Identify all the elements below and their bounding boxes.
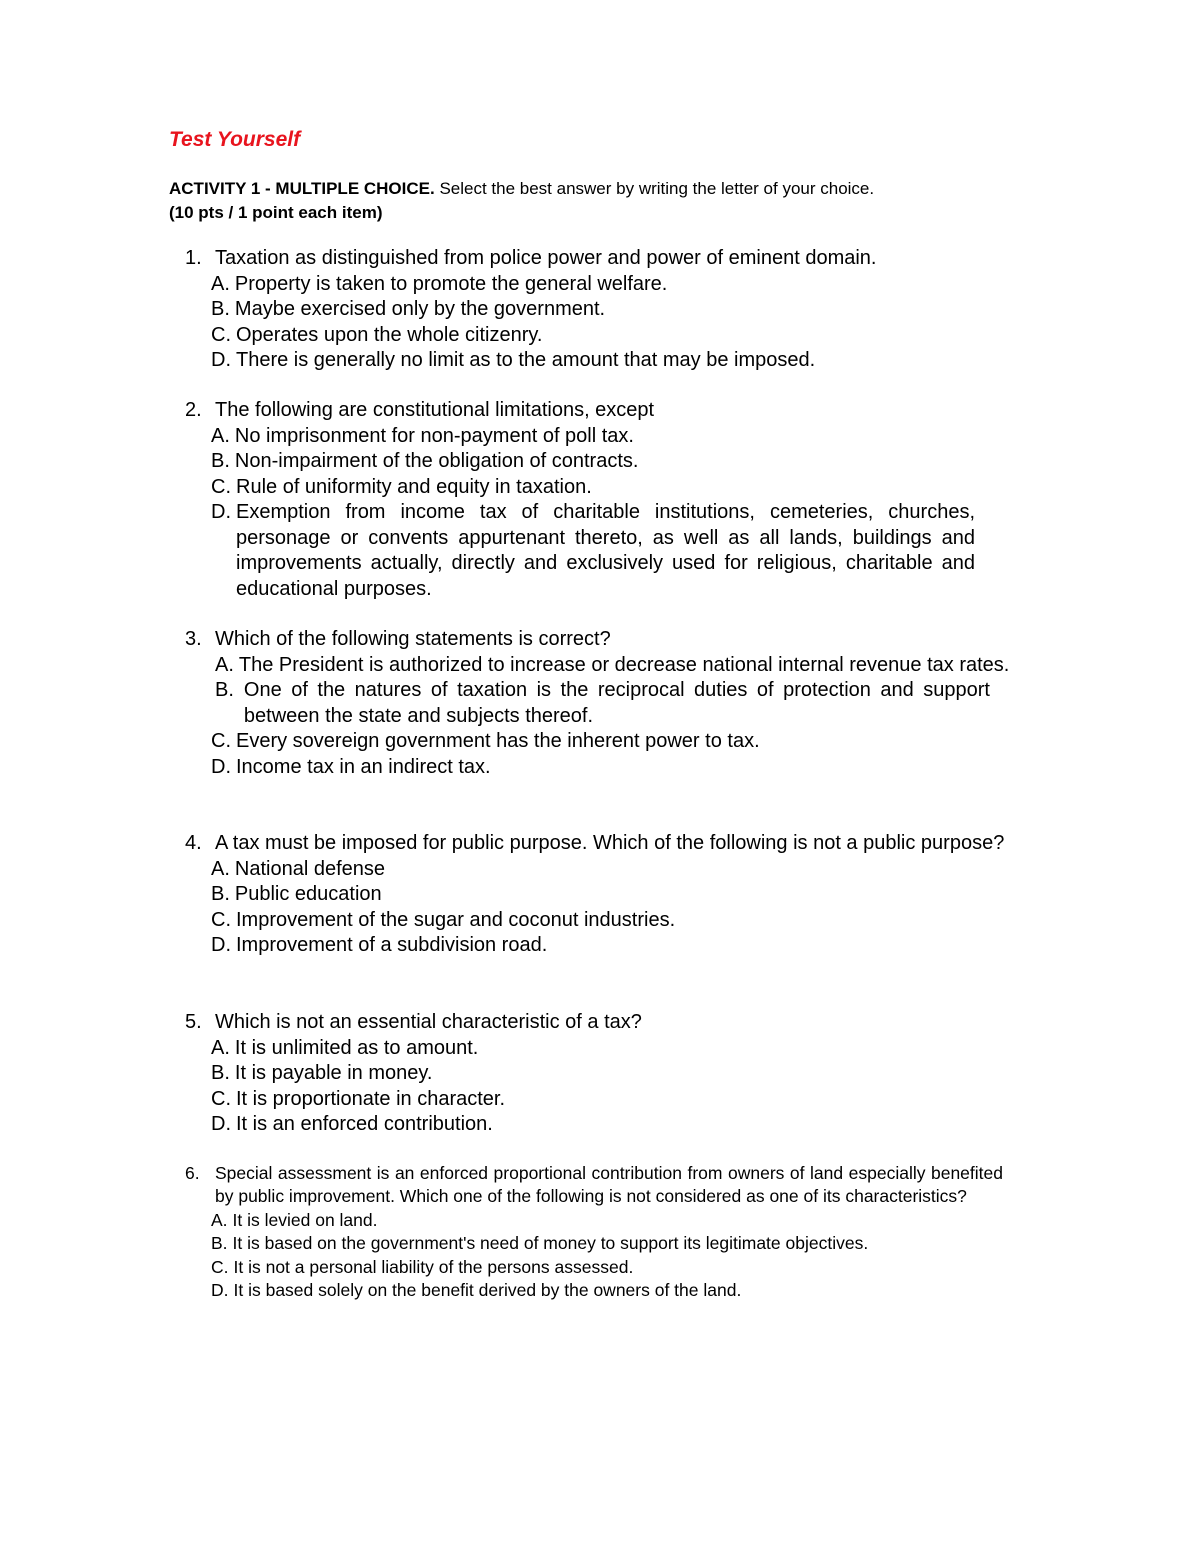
choice-d: [211, 500, 975, 602]
choice-c: [211, 323, 1035, 349]
question-5: [185, 1010, 1035, 1138]
question-number: 6.: [185, 1163, 200, 1183]
choice-letter: D.: [211, 1113, 231, 1135]
choice-a: [211, 1036, 1035, 1062]
choice-text: Operates upon the whole citizenry.: [236, 323, 543, 346]
choice-a: [211, 1209, 1007, 1232]
choice-letter: A.: [211, 272, 230, 295]
choice-letter: A.: [211, 424, 230, 447]
question-2: [185, 398, 975, 602]
choice-d: [211, 755, 1030, 781]
choice-c: [211, 475, 975, 501]
choice-text: It is unlimited as to amount.: [234, 1036, 479, 1059]
choice-c: [211, 1087, 1035, 1113]
choice-letter: C.: [211, 908, 231, 931]
choice-d: [211, 348, 1035, 374]
question-number: 3.: [185, 628, 202, 650]
choice-c: [211, 729, 1030, 755]
choice-text: One of the natures of taxation is the reciprocal duties of protection and support between the state and subjects thereof.: [243, 679, 990, 727]
choice-text: Non-impairment of the obligation of contracts.: [234, 450, 639, 472]
question-number: 1.: [185, 247, 202, 269]
choice-text: National defense: [234, 857, 386, 880]
choice-letter: C.: [211, 475, 231, 498]
choice-letter: D.: [211, 755, 231, 778]
question-text: Which is not an essential characteristic of a tax?: [215, 1011, 642, 1033]
question-number: 4.: [185, 832, 202, 854]
question-text: Special assessment is an enforced proportional contribution from owners of land especially benefited by public improvement. Which one of the following is not considered as one of its characteristics?: [215, 1163, 1003, 1207]
choice-letter: D.: [211, 501, 231, 523]
choice-b: [211, 449, 975, 475]
page-title: Test Yourself: [169, 128, 301, 151]
choice-letter: B.: [211, 450, 230, 472]
choice-text: Property is taken to promote the general welfare.: [234, 272, 668, 295]
choice-a: [215, 653, 1030, 679]
question-1: [185, 246, 1035, 374]
choice-b: [211, 297, 1035, 323]
choice-letter: A.: [211, 1209, 228, 1230]
question-text: The following are constitutional limitations, except: [215, 399, 655, 421]
choice-text: Improvement of a subdivision road.: [236, 934, 548, 956]
choice-text: It is based on the government's need of money to support its legitimate objectives.: [232, 1233, 869, 1254]
choice-text: Income tax in an indirect tax.: [236, 755, 491, 778]
choice-letter: A.: [211, 857, 230, 880]
activity-instructions: [169, 177, 1049, 225]
question-3: [185, 627, 1030, 780]
choice-b: [211, 882, 1030, 908]
choice-a: [211, 424, 975, 450]
choice-text: It is levied on land.: [232, 1209, 378, 1230]
choice-b: [215, 678, 1030, 729]
choice-d: [211, 933, 1030, 959]
choice-letter: B.: [215, 679, 234, 701]
choice-c: [211, 1256, 1007, 1279]
choice-letter: B.: [211, 298, 230, 320]
choice-text: No imprisonment for non-payment of poll tax.: [234, 424, 634, 447]
choice-letter: D.: [211, 934, 231, 956]
question-4: [185, 831, 1030, 959]
choice-a: [211, 272, 1035, 298]
choice-letter: D.: [211, 349, 231, 371]
choice-text: It is not a personal liability of the persons assessed.: [233, 1256, 634, 1277]
choice-text: Exemption from income tax of charitable institutions, cemeteries, churches, personage or convents appurtenant thereto, as well as all lands, buildings and improvements actually, directly and exclusively used for religious, charitable and educational purposes.: [236, 501, 975, 600]
choice-text: Rule of uniformity and equity in taxation.: [236, 475, 592, 498]
choice-text: It is an enforced contribution.: [236, 1113, 493, 1135]
choice-letter: A.: [211, 1036, 230, 1059]
choice-letter: C.: [211, 1256, 229, 1277]
activity-heading: ACTIVITY 1 - MULTIPLE CHOICE.: [169, 179, 435, 198]
choice-d: [211, 1112, 1035, 1138]
choice-text: It is based solely on the benefit derived by the owners of the land.: [233, 1280, 742, 1301]
choice-d: [211, 1279, 1007, 1302]
question-text: A tax must be imposed for public purpose. Which of the following is not a public purpose?: [215, 832, 1005, 854]
question-text: Taxation as distinguished from police power and power of eminent domain.: [215, 247, 877, 269]
choice-text: Improvement of the sugar and coconut industries.: [236, 908, 676, 931]
activity-points: (10 pts / 1 point each item): [169, 203, 383, 222]
activity-instruction-text: Select the best answer by writing the letter of your choice.: [434, 179, 875, 198]
choice-letter: A.: [215, 653, 234, 676]
choice-letter: B.: [211, 883, 230, 905]
choice-text: There is generally no limit as to the amount that may be imposed.: [236, 349, 816, 371]
choice-a: [211, 857, 1030, 883]
choice-b: [211, 1232, 1007, 1255]
question-6: [185, 1162, 1007, 1302]
choice-letter: C.: [211, 730, 231, 752]
choice-text: Every sovereign government has the inherent power to tax.: [236, 730, 760, 752]
choice-text: It is payable in money.: [234, 1062, 433, 1084]
choice-letter: B.: [211, 1062, 230, 1084]
choice-letter: B.: [211, 1233, 228, 1254]
choice-letter: C.: [211, 323, 231, 346]
choice-text: Public education: [234, 883, 382, 905]
choice-c: [211, 908, 1030, 934]
question-number: 5.: [185, 1011, 202, 1033]
choice-text: It is proportionate in character.: [236, 1087, 506, 1110]
choice-letter: C.: [211, 1087, 231, 1110]
choice-text: Maybe exercised only by the government.: [234, 298, 606, 320]
choice-text: The President is authorized to increase or decrease national internal revenue tax rates.: [238, 653, 1010, 676]
choice-letter: D.: [211, 1280, 229, 1301]
question-number: 2.: [185, 399, 202, 421]
question-text: Which of the following statements is correct?: [215, 628, 611, 650]
choice-b: [211, 1061, 1035, 1087]
activity-instruction-line: [169, 177, 1049, 201]
